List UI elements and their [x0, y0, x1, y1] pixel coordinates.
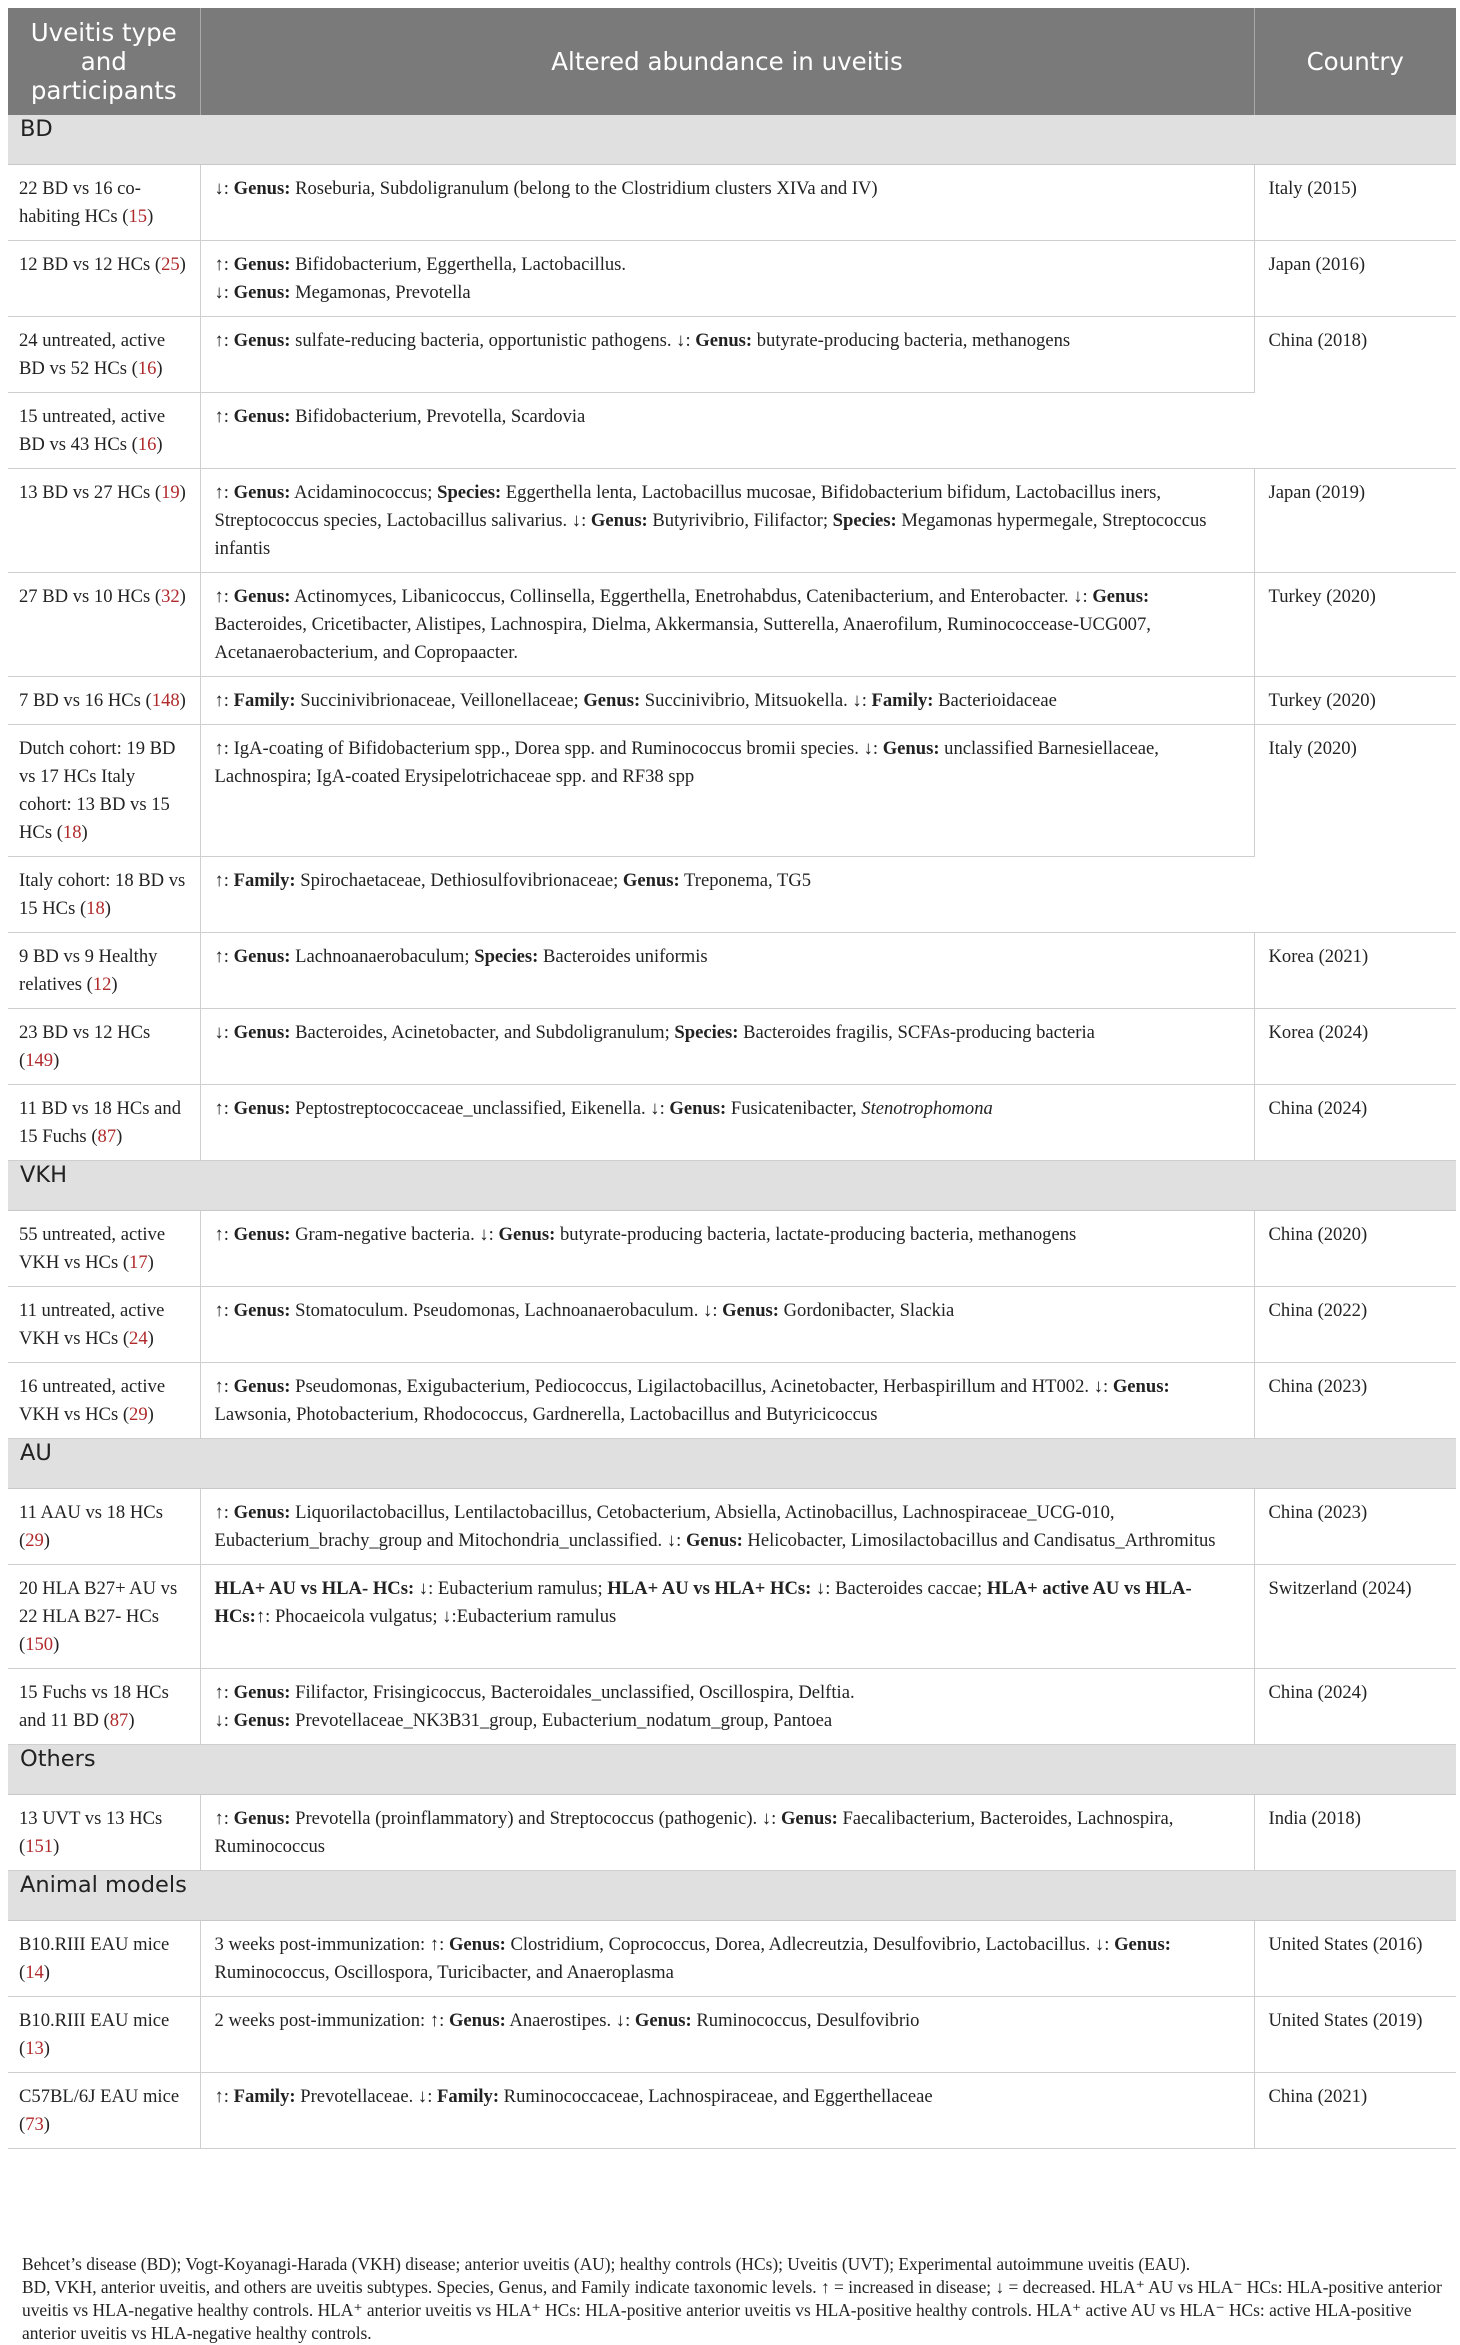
reference-link[interactable]: 87	[109, 1710, 129, 1731]
taxon-level-label: Genus:	[233, 946, 291, 967]
participants-close: )	[111, 974, 118, 995]
taxon-level-label: Family:	[233, 2086, 296, 2107]
taxon-level-label: Genus:	[233, 1022, 291, 1043]
abundance-text: ↑:	[214, 1300, 234, 1321]
section-row	[8, 115, 1456, 165]
table-header-row	[8, 8, 1456, 115]
reference-link[interactable]: 73	[25, 2114, 44, 2135]
reference-link[interactable]: 18	[62, 822, 82, 843]
participants-close: )	[43, 1962, 50, 1983]
country-cell: Turkey (2020)	[1254, 573, 1456, 677]
abundance-text: Gram-negative bacteria. ↓:	[290, 1224, 499, 1245]
participants-cell	[8, 317, 200, 393]
taxon-level-label: Genus:	[498, 1224, 556, 1245]
abundance-cell	[200, 1287, 1254, 1363]
abundance-cell	[200, 677, 1254, 725]
reference-link[interactable]: 19	[161, 482, 180, 503]
table-row	[8, 1287, 1456, 1363]
abundance-text: ↑:	[214, 946, 234, 967]
participants-close: )	[81, 822, 88, 843]
participants-cell	[8, 1997, 200, 2073]
table-row	[8, 857, 1456, 933]
abundance-text: Ruminococcus, Desulfovibrio	[691, 2010, 920, 2031]
participants-close: )	[156, 358, 163, 379]
abundance-cell	[200, 857, 1254, 933]
abundance-text: Megamonas hypermegale, Streptococcus infantis	[214, 510, 1207, 559]
abundance-cell	[200, 1489, 1254, 1565]
footnote-abbreviations: Behcet’s disease (BD); Vogt-Koyanagi-Harada (VKH) disease; anterior uveitis (AU); healthy controls (HCs); Uveitis (UVT); Experimental autoimmune uveitis (EAU).	[22, 2254, 1191, 2274]
taxon-level-label: Genus:	[780, 1808, 838, 1829]
participants-text: 11 AAU vs 18 HCs (	[19, 1502, 163, 1551]
abundance-text: Prevotellaceae_NK3B31_group, Eubacterium_nodatum_group, Pantoea	[290, 1710, 833, 1731]
abundance-text: ↑:	[214, 482, 234, 503]
abundance-text: ↑:	[214, 690, 234, 711]
participants-text: 11 BD vs 18 HCs and 15 Fuchs (	[19, 1098, 182, 1147]
abundance-cell	[200, 1795, 1254, 1871]
taxon-level-label: Genus:	[685, 1530, 743, 1551]
abundance-text: ↑:	[214, 1682, 234, 1703]
country-cell: China (2018)	[1254, 317, 1456, 469]
participants-close: )	[147, 1252, 154, 1273]
participants-text: Italy cohort: 18 BD vs 15 HCs (	[19, 870, 186, 919]
abundance-text: Lawsonia, Photobacterium, Rhodococcus, Gardnerella, Lactobacillus and Butyricicoccus	[214, 1404, 878, 1425]
abundance-text: butyrate-producing bacteria, methanogens	[752, 330, 1071, 351]
abundance-cell	[200, 573, 1254, 677]
participants-close: )	[147, 1404, 154, 1425]
abundance-text: sulfate-reducing bacteria, opportunistic pathogens. ↓:	[290, 330, 696, 351]
abundance-text: Faecalibacterium, Bacteroides, Lachnospira, Ruminococcus	[214, 1808, 1174, 1857]
taxon-level-label: Genus:	[233, 330, 291, 351]
abundance-cell	[200, 725, 1254, 857]
participants-cell	[8, 1363, 200, 1439]
table-body	[8, 115, 1456, 2149]
country-cell: Korea (2021)	[1254, 933, 1456, 1009]
participants-close: )	[43, 2038, 50, 2059]
participants-cell	[8, 393, 200, 469]
taxon-level-label: Genus:	[233, 1098, 291, 1119]
participants-cell	[8, 725, 200, 857]
section-title: BD	[8, 115, 1456, 165]
taxon-level-label: Genus:	[233, 282, 291, 303]
abundance-text: ↑:	[214, 1098, 234, 1119]
table-row	[8, 725, 1456, 857]
abundance-text: ↑:	[214, 406, 234, 427]
participants-text: 11 untreated, active VKH vs HCs (	[19, 1300, 165, 1349]
abundance-text: Actinomyces, Libanicoccus, Collinsella, Eggerthella, Enetrohabdus, Catenibacterium, and Enterobacter. ↓:	[290, 586, 1093, 607]
participants-text: 15 untreated, active BD vs 43 HCs (	[19, 406, 166, 455]
reference-link[interactable]: 148	[151, 690, 180, 711]
table-row	[8, 1363, 1456, 1439]
taxon-level-label: Genus:	[233, 254, 291, 275]
abundance-cell	[200, 1921, 1254, 1997]
participants-close: )	[179, 482, 186, 503]
country-cell: Japan (2016)	[1254, 241, 1456, 317]
header-country: Country	[1254, 8, 1456, 115]
abundance-text: Liquorilactobacillus, Lentilactobacillus, Cetobacterium, Absiella, Actinobacillus, Lachnospiraceae_UCG-010, Eubacterium_brachy_group and Mitochondria_unclassified. ↓:	[214, 1502, 1115, 1551]
country-cell: China (2023)	[1254, 1489, 1456, 1565]
abundance-text: Butyrivibrio, Filifactor;	[647, 510, 833, 531]
table-row	[8, 573, 1456, 677]
table-row	[8, 1565, 1456, 1669]
abundance-text: Bacteroides, Cricetibacter, Alistipes, Lachnospira, Dielma, Akkermansia, Sutterella, Anaerofilum, Ruminococcease-UCG007, Acetanaerobacterium, and Copropaacter.	[214, 614, 1151, 663]
participants-cell	[8, 1489, 200, 1565]
abundance-text: Stomatoculum. Pseudomonas, Lachnoanaerobaculum. ↓:	[290, 1300, 723, 1321]
country-cell: Italy (2015)	[1254, 165, 1456, 241]
abundance-text: Clostridium, Coprococcus, Dorea, Adlecreutzia, Desulfovibrio, Lactobacillus. ↓:	[505, 1934, 1115, 1955]
abundance-text: Roseburia, Subdoligranulum (belong to the Clostridium clusters XIVa and IV)	[290, 178, 878, 199]
abundance-text: Succinivibrio, Mitsuokella. ↓:	[640, 690, 872, 711]
country-cell: China (2022)	[1254, 1287, 1456, 1363]
abundance-text: ↑:	[214, 870, 234, 891]
table-row	[8, 393, 1456, 469]
italic-taxon: Stenotrophomona	[861, 1098, 993, 1119]
participants-close: )	[147, 206, 154, 227]
participants-cell	[8, 1009, 200, 1085]
table-row	[8, 317, 1456, 393]
taxon-level-label: Genus:	[1092, 586, 1150, 607]
abundance-cell	[200, 393, 1254, 469]
taxon-level-label: Family:	[437, 2086, 500, 2107]
participants-text: 24 untreated, active BD vs 52 HCs (	[19, 330, 166, 379]
country-cell: Turkey (2020)	[1254, 677, 1456, 725]
participants-text: 16 untreated, active VKH vs HCs (	[19, 1376, 166, 1425]
abundance-cell	[200, 1085, 1254, 1161]
section-title: Animal models	[8, 1871, 1456, 1921]
taxon-level-label: Species:	[474, 946, 539, 967]
table-row	[8, 165, 1456, 241]
taxon-level-label: Genus:	[233, 1808, 291, 1829]
abundance-text: Megamonas, Prevotella	[290, 282, 471, 303]
table-row	[8, 933, 1456, 1009]
country-cell: Italy (2020)	[1254, 725, 1456, 933]
participants-text: 27 BD vs 10 HCs (	[19, 586, 162, 607]
taxon-level-label: Genus:	[233, 178, 291, 199]
reference-link[interactable]: 29	[25, 1530, 44, 1551]
section-title: Others	[8, 1745, 1456, 1795]
abundance-text: Eggerthella lenta, Lactobacillus mucosae, Bifidobacterium bifidum, Lactobacillus iners, Streptococcus species, Lactobacillus salivarius. ↓:	[214, 482, 1162, 531]
abundance-cell	[200, 1009, 1254, 1085]
abundance-text: Lachnoanaerobaculum;	[290, 946, 475, 967]
reference-link[interactable]: 14	[25, 1962, 44, 1983]
section-title: AU	[8, 1439, 1456, 1489]
abundance-text: Acidaminococcus;	[290, 482, 438, 503]
taxon-level-label: Genus:	[695, 330, 753, 351]
table-row	[8, 1997, 1456, 2073]
reference-link[interactable]: 16	[137, 434, 157, 455]
section-title: VKH	[8, 1161, 1456, 1211]
participants-text: 23 BD vs 12 HCs (	[19, 1022, 151, 1071]
uveitis-microbiome-table	[8, 8, 1456, 2149]
abundance-text: 3 weeks post-immunization: ↑:	[214, 1934, 449, 1955]
abundance-cell	[200, 317, 1254, 393]
taxon-level-label: Family:	[233, 690, 296, 711]
abundance-text: ↑: Phocaeicola vulgatus; ↓:Eubacterium ramulus	[255, 1606, 617, 1627]
participants-close: )	[53, 1836, 60, 1857]
abundance-cell	[200, 1565, 1254, 1669]
taxon-level-label: Genus:	[722, 1300, 779, 1321]
abundance-text: Helicobacter, Limosilactobacillus and Candisatus_Arthromitus	[742, 1530, 1216, 1551]
reference-link[interactable]: 17	[129, 1252, 148, 1273]
taxon-level-label: Genus:	[448, 1934, 506, 1955]
taxon-level-label: Genus:	[622, 870, 680, 891]
reference-link[interactable]: 12	[92, 974, 112, 995]
reference-link[interactable]: 151	[25, 1836, 54, 1857]
participants-text: 9 BD vs 9 Healthy relatives (	[19, 946, 158, 995]
taxon-level-label: HLA+ AU vs HLA+ HCs:	[607, 1578, 812, 1599]
abundance-text: unclassified Barnesiellaceae, Lachnospira; IgA-coated Erysipelotrichaceae spp. and RF38 spp	[214, 738, 1159, 787]
participants-close: )	[179, 586, 186, 607]
taxon-level-label: HLA+ AU vs HLA- HCs:	[214, 1578, 415, 1599]
abundance-text: ↑:	[214, 330, 234, 351]
taxon-level-label: Genus:	[233, 1224, 291, 1245]
country-cell: Switzerland (2024)	[1254, 1565, 1456, 1669]
taxon-level-label: Species:	[832, 510, 897, 531]
participants-close: )	[156, 434, 163, 455]
abundance-text: Treponema, TG5	[679, 870, 812, 891]
section-row	[8, 1439, 1456, 1489]
taxon-level-label: Genus:	[590, 510, 648, 531]
participants-cell	[8, 1921, 200, 1997]
table-row	[8, 677, 1456, 725]
participants-text: 22 BD vs 16 co-habiting HCs (	[19, 178, 141, 227]
participants-cell	[8, 241, 200, 317]
participants-text: 55 untreated, active VKH vs HCs (	[19, 1224, 166, 1273]
taxon-level-label: HLA+ active AU vs HLA- HCs:	[214, 1578, 1192, 1627]
taxon-level-label: Family:	[871, 690, 934, 711]
section-row	[8, 1745, 1456, 1795]
reference-link[interactable]: 13	[25, 2038, 44, 2059]
taxon-level-label: Genus:	[233, 1502, 291, 1523]
abundance-text: ↓:	[214, 282, 234, 303]
abundance-text: Spirochaetaceae, Dethiosulfovibrionaceae;	[295, 870, 623, 891]
abundance-cell	[200, 165, 1254, 241]
abundance-text: Ruminococcus, Oscillospora, Turicibacter, and Anaeroplasma	[214, 1962, 674, 1983]
participants-cell	[8, 165, 200, 241]
taxon-level-label: Genus:	[233, 406, 291, 427]
country-cell: China (2024)	[1254, 1669, 1456, 1745]
table-row	[8, 1085, 1456, 1161]
reference-link[interactable]: 87	[97, 1126, 117, 1147]
reference-link[interactable]: 16	[137, 358, 157, 379]
abundance-cell	[200, 2073, 1254, 2149]
table-row	[8, 469, 1456, 573]
abundance-text: ↑:	[214, 254, 234, 275]
abundance-text: Bifidobacterium, Eggerthella, Lactobacillus.	[290, 254, 627, 275]
taxon-level-label: Species:	[437, 482, 502, 503]
abundance-cell	[200, 469, 1254, 573]
participants-text: Dutch cohort: 19 BD vs 17 HCs Italy cohort: 13 BD vs 15 HCs (	[19, 738, 176, 843]
section-row	[8, 1161, 1456, 1211]
participants-close: )	[43, 1530, 50, 1551]
participants-cell	[8, 1211, 200, 1287]
abundance-text: ↑:	[214, 586, 234, 607]
abundance-text: Gordonibacter, Slackia	[778, 1300, 955, 1321]
abundance-cell	[200, 1997, 1254, 2073]
country-cell: China (2020)	[1254, 1211, 1456, 1287]
abundance-text: Prevotellaceae. ↓:	[295, 2086, 438, 2107]
header-abundance: Altered abundance in uveitis	[200, 8, 1254, 115]
participants-cell	[8, 1795, 200, 1871]
table-row	[8, 2073, 1456, 2149]
country-cell: United States (2016)	[1254, 1921, 1456, 1997]
participants-cell	[8, 1085, 200, 1161]
taxon-level-label: Genus:	[882, 738, 940, 759]
abundance-text: Prevotella (proinflammatory) and Streptococcus (pathogenic). ↓:	[290, 1808, 781, 1829]
participants-close: )	[179, 690, 186, 711]
abundance-cell	[200, 1211, 1254, 1287]
country-cell: China (2024)	[1254, 1085, 1456, 1161]
taxon-level-label: Genus:	[233, 586, 291, 607]
abundance-text: Bacterioidaceae	[933, 690, 1057, 711]
abundance-text: ↑:	[214, 1808, 234, 1829]
abundance-text: ↑:	[214, 1376, 234, 1397]
reference-link[interactable]: 149	[25, 1050, 54, 1071]
abundance-text: ↑: IgA-coating of Bifidobacterium spp., Dorea spp. and Ruminococcus bromii species. ↓:	[214, 738, 883, 759]
reference-link[interactable]: 24	[129, 1328, 148, 1349]
abundance-text: ↓: Eubacterium ramulus;	[414, 1578, 608, 1599]
taxon-level-label: Genus:	[448, 2010, 506, 2031]
abundance-cell	[200, 241, 1254, 317]
taxon-level-label: Genus:	[233, 1300, 291, 1321]
abundance-text: butyrate-producing bacteria, lactate-producing bacteria, methanogens	[555, 1224, 1077, 1245]
country-cell: China (2021)	[1254, 2073, 1456, 2149]
participants-text: 13 BD vs 27 HCs (	[19, 482, 162, 503]
participants-text: B10.RIII EAU mice (	[19, 2010, 170, 2059]
taxon-level-label: Genus:	[1112, 1376, 1170, 1397]
abundance-text: ↑:	[214, 1502, 234, 1523]
participants-cell	[8, 2073, 200, 2149]
abundance-text: Ruminococcaceae, Lachnospiraceae, and Eggerthellaceae	[499, 2086, 933, 2107]
table-footnotes	[22, 2253, 1452, 2345]
abundance-text: Bifidobacterium, Prevotella, Scardovia	[290, 406, 586, 427]
participants-close: )	[147, 1328, 154, 1349]
participants-cell	[8, 1669, 200, 1745]
taxon-level-label: Family:	[233, 870, 296, 891]
table-row	[8, 1009, 1456, 1085]
table-row	[8, 1669, 1456, 1745]
abundance-text: ↓:	[214, 1022, 234, 1043]
country-cell: United States (2019)	[1254, 1997, 1456, 2073]
participants-text: 15 Fuchs vs 18 HCs and 11 BD (	[19, 1682, 169, 1731]
abundance-text: Bacteroides fragilis, SCFAs-producing bacteria	[738, 1022, 1095, 1043]
abundance-cell	[200, 1669, 1254, 1745]
participants-close: )	[128, 1710, 135, 1731]
table-row	[8, 1795, 1456, 1871]
participants-text: 13 UVT vs 13 HCs (	[19, 1808, 163, 1857]
taxon-level-label: Genus:	[233, 1682, 291, 1703]
taxon-level-label: Genus:	[233, 1376, 291, 1397]
participants-close: )	[104, 898, 111, 919]
participants-cell	[8, 857, 200, 933]
country-cell: Japan (2019)	[1254, 469, 1456, 573]
reference-link[interactable]: 15	[128, 206, 148, 227]
document	[8, 8, 1456, 2343]
participants-text: B10.RIII EAU mice (	[19, 1934, 170, 1983]
taxon-level-label: Genus:	[233, 1710, 291, 1731]
abundance-text: Anaerostipes. ↓:	[505, 2010, 635, 2031]
section-row	[8, 1871, 1456, 1921]
table-row	[8, 241, 1456, 317]
participants-close: )	[43, 2114, 50, 2135]
abundance-text: Succinivibrionaceae, Veillonellaceae;	[295, 690, 584, 711]
abundance-text: ↑:	[214, 2086, 234, 2107]
abundance-text: Bacteroides, Acinetobacter, and Subdoligranulum;	[290, 1022, 675, 1043]
participants-close: )	[53, 1634, 60, 1655]
taxon-level-label: Species:	[674, 1022, 739, 1043]
taxon-level-label: Genus:	[233, 482, 291, 503]
participants-cell	[8, 677, 200, 725]
reference-link[interactable]: 18	[86, 898, 105, 919]
participants-text: 20 HLA B27+ AU vs 22 HLA B27- HCs (	[19, 1578, 178, 1655]
participants-text: 7 BD vs 16 HCs (	[19, 690, 152, 711]
participants-cell	[8, 1287, 200, 1363]
abundance-text: ↓:	[214, 178, 234, 199]
abundance-text: ↑:	[214, 1224, 234, 1245]
footnote-explanations: BD, VKH, anterior uveitis, and others are uveitis subtypes. Species, Genus, and Family indicate taxonomic levels. ↑ = increased in disease; ↓ = decreased. HLA⁺ AU vs HLA⁻ HCs: HLA-positive anterior uveitis vs HLA-negative healthy controls. HLA⁺ anterior uveitis vs HLA⁺ HCs: HLA-positive anterior uveitis vs HLA-positive healthy controls. HLA⁺ active AU vs HLA⁻ HCs: active HLA-positive anterior uveitis vs HLA-negative healthy controls.	[22, 2277, 1442, 2343]
taxon-level-label: Genus:	[583, 690, 641, 711]
abundance-text: Pseudomonas, Exigubacterium, Pediococcus, Ligilactobacillus, Acinetobacter, Herbaspirillum and HT002. ↓:	[290, 1376, 1113, 1397]
abundance-text: Bacteroides uniformis	[538, 946, 708, 967]
taxon-level-label: Genus:	[1114, 1934, 1171, 1955]
participants-cell	[8, 933, 200, 1009]
reference-link[interactable]: 150	[25, 1634, 54, 1655]
abundance-text: Filifactor, Frisingicoccus, Bacteroidales_unclassified, Oscillospira, Delftia.	[290, 1682, 855, 1703]
country-cell: India (2018)	[1254, 1795, 1456, 1871]
abundance-text: Fusicatenibacter,	[726, 1098, 862, 1119]
abundance-text: 2 weeks post-immunization: ↑:	[214, 2010, 449, 2031]
participants-close: )	[53, 1050, 60, 1071]
reference-link[interactable]: 32	[161, 586, 180, 607]
abundance-text: ↓: Bacteroides caccae;	[811, 1578, 987, 1599]
participants-cell	[8, 469, 200, 573]
header-participants: Uveitis type and participants	[8, 8, 200, 115]
table-row	[8, 1921, 1456, 1997]
country-cell: Korea (2024)	[1254, 1009, 1456, 1085]
abundance-text: ↓:	[214, 1710, 234, 1731]
abundance-cell	[200, 933, 1254, 1009]
table-row	[8, 1211, 1456, 1287]
participants-text: C57BL/6J EAU mice (	[19, 2086, 180, 2135]
participants-text: 12 BD vs 12 HCs (	[19, 254, 162, 275]
table-row	[8, 1489, 1456, 1565]
participants-cell	[8, 573, 200, 677]
participants-close: )	[116, 1126, 123, 1147]
abundance-cell	[200, 1363, 1254, 1439]
abundance-text: Peptostreptococcaceae_unclassified, Eikenella. ↓:	[290, 1098, 670, 1119]
participants-close: )	[179, 254, 186, 275]
reference-link[interactable]: 29	[129, 1404, 148, 1425]
taxon-level-label: Genus:	[634, 2010, 692, 2031]
reference-link[interactable]: 25	[161, 254, 180, 275]
participants-cell	[8, 1565, 200, 1669]
taxon-level-label: Genus:	[669, 1098, 727, 1119]
country-cell: China (2023)	[1254, 1363, 1456, 1439]
